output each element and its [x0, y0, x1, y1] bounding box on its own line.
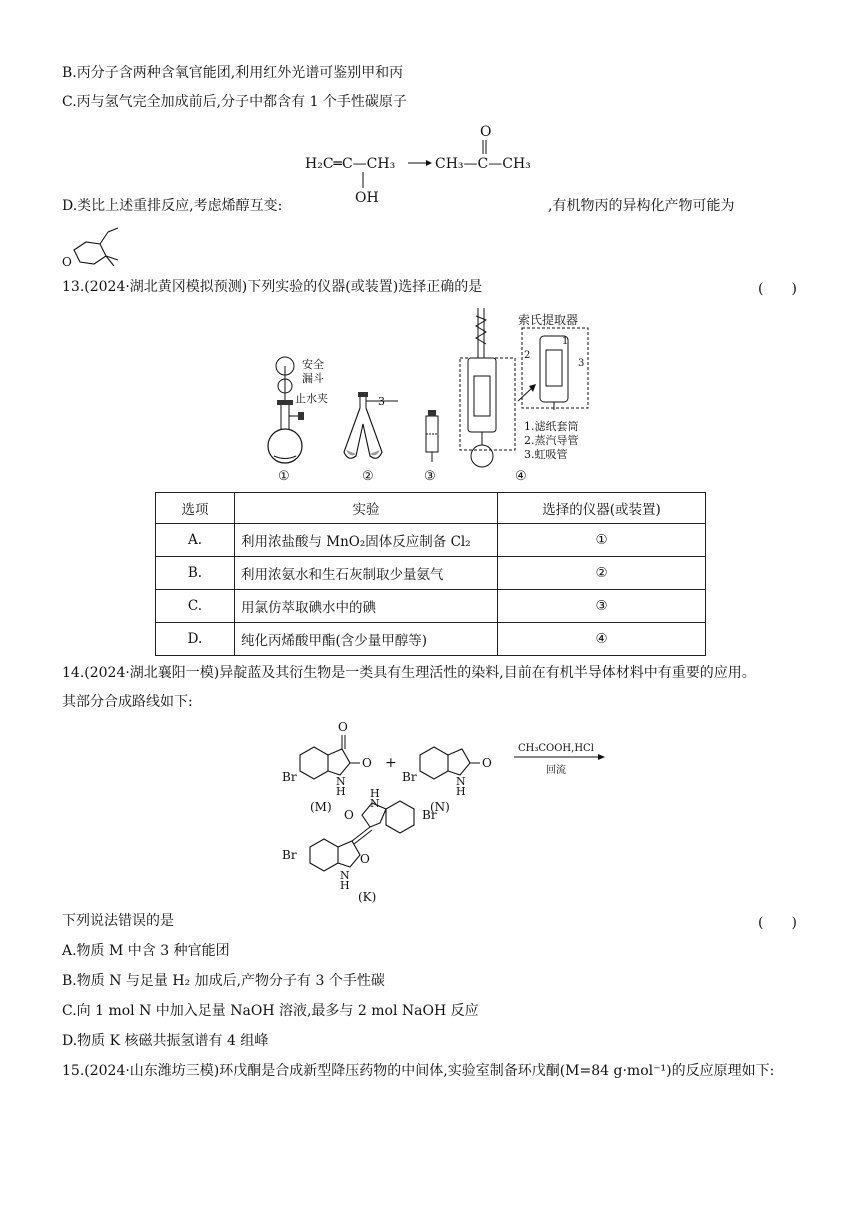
device-cell: ① — [498, 524, 706, 557]
table-row — [156, 623, 706, 656]
svg-text:N: N — [340, 869, 350, 882]
option-cell: B. — [156, 557, 235, 590]
svg-text:1.滤纸套筒: 1.滤纸套筒 — [524, 420, 579, 433]
q12-option-b: B.丙分子含两种含氧官能团,利用红外光谱可鉴别甲和丙 — [62, 65, 404, 81]
molecule-n — [402, 747, 492, 814]
q12-option-d-prefix: D.类比上述重排反应,考虑烯醇互变: — [62, 198, 283, 214]
table-row — [156, 524, 706, 557]
device-cell: ③ — [498, 590, 706, 623]
apparatus-label-2: ② — [362, 469, 374, 484]
device-cell: ④ — [498, 623, 706, 656]
experiment-cell: 纯化丙烯酸甲酯(含少量甲醇等) — [235, 623, 498, 656]
header-option: 选项 — [156, 493, 235, 524]
svg-text:H₂C═C—CH₃: H₂C═C—CH₃ — [305, 156, 396, 172]
synthesis-scheme — [280, 715, 620, 905]
apparatus-label-1: ① — [278, 469, 290, 484]
option-cell: A. — [156, 524, 235, 557]
apparatus-3-dropping-tube — [426, 410, 438, 462]
q12-option-c: C.丙与氢气完全加成前后,分子中都含有 1 个手性碳原子 — [62, 94, 407, 110]
experiment-cell: 利用浓盐酸与 MnO₂固体反应制备 Cl₂ — [235, 524, 498, 557]
svg-text:3: 3 — [578, 358, 585, 369]
svg-text:O: O — [480, 124, 492, 140]
apparatus-2-y-tube — [344, 392, 398, 458]
q14-option-a: A.物质 M 中含 3 种官能团 — [62, 943, 230, 959]
svg-text:2.蒸汽导管: 2.蒸汽导管 — [524, 434, 579, 447]
svg-text:CH₃—C—CH₃: CH₃—C—CH₃ — [435, 156, 531, 172]
q12-option-d-suffix: ,有机物丙的异构化产物可能为 — [548, 198, 735, 214]
svg-text:Br: Br — [422, 808, 437, 822]
q15-stem: 15.(2024·山东潍坊三模)环戊酮是合成新型降压药物的中间体,实验室制备环戊酮(M=84 g·mol⁻¹)的反应原理如下: — [62, 1063, 775, 1079]
experiment-cell: 用氯仿萃取碘水中的碘 — [235, 590, 498, 623]
header-device: 选择的仪器(或装置) — [498, 493, 706, 524]
molecule-m — [282, 720, 372, 814]
svg-text:Br: Br — [402, 770, 417, 784]
svg-text:3: 3 — [378, 395, 385, 408]
svg-text:(M): (M) — [310, 800, 332, 814]
plus-sign: + — [385, 755, 397, 771]
reagent-label: CH₃COOH,HCl — [518, 743, 594, 754]
svg-text:O: O — [482, 756, 492, 770]
q14-answer-bracket: ( ) — [758, 915, 797, 931]
apparatus-1-flask — [268, 357, 328, 463]
q13-stem: 13.(2024·湖北黄冈模拟预测)下列实验的仪器(或装置)选择正确的是 — [62, 279, 483, 295]
q14-option-b: B.物质 N 与足量 H₂ 加成后,产物分子有 3 个手性碳 — [62, 973, 385, 989]
cyclohexanone-structure — [60, 222, 150, 268]
svg-text:N: N — [456, 775, 466, 788]
enol-keto-equation — [300, 122, 550, 212]
svg-text:N: N — [370, 797, 380, 810]
svg-text:(N): (N) — [430, 800, 450, 814]
table-row — [156, 590, 706, 623]
apparatus-figure — [260, 306, 605, 486]
condition-label: 回流 — [546, 765, 566, 776]
option-cell: C. — [156, 590, 235, 623]
svg-text:OH: OH — [355, 190, 379, 206]
q14-question: 下列说法错误的是 — [62, 913, 174, 929]
svg-text:O: O — [360, 852, 370, 866]
svg-text:O: O — [62, 255, 72, 269]
svg-text:N: N — [336, 775, 346, 788]
q13-options-table — [155, 492, 706, 656]
svg-text:止水夹: 止水夹 — [295, 392, 328, 405]
q13-answer-bracket: ( ) — [758, 281, 797, 297]
table-row — [156, 557, 706, 590]
molecule-k — [282, 787, 437, 904]
svg-text:安全: 安全 — [302, 358, 324, 371]
apparatus-label-3: ③ — [424, 469, 436, 484]
experiment-cell: 利用浓氨水和生石灰制取少量氨气 — [235, 557, 498, 590]
svg-text:H: H — [336, 785, 346, 798]
q14-stem-line1: 14.(2024·湖北襄阳一模)异靛蓝及其衍生物是一类具有生理活性的染料,目前在有机半导体材料中有重要的应用。 — [62, 665, 756, 681]
svg-text:O: O — [344, 808, 354, 822]
svg-text:O: O — [362, 756, 372, 770]
header-experiment: 实验 — [235, 493, 498, 524]
svg-text:漏斗: 漏斗 — [302, 372, 324, 385]
q14-option-d: D.物质 K 核磁共振氢谱有 4 组峰 — [62, 1033, 269, 1049]
svg-text:3.虹吸管: 3.虹吸管 — [524, 448, 568, 461]
apparatus-label-4: ④ — [515, 469, 527, 484]
svg-text:H: H — [340, 879, 350, 892]
svg-text:(K): (K) — [358, 890, 377, 904]
svg-text:Br: Br — [282, 848, 297, 862]
option-cell: D. — [156, 623, 235, 656]
device-cell: ② — [498, 557, 706, 590]
q14-stem-line2: 其部分合成路线如下: — [62, 694, 193, 710]
svg-text:索氏提取器: 索氏提取器 — [518, 313, 579, 327]
svg-text:Br: Br — [282, 770, 297, 784]
svg-text:1: 1 — [562, 336, 569, 347]
svg-text:H: H — [370, 787, 380, 800]
svg-text:O: O — [338, 720, 348, 734]
svg-text:2: 2 — [524, 350, 531, 361]
table-header-row — [156, 493, 706, 524]
svg-text:H: H — [456, 785, 466, 798]
q14-option-c: C.向 1 mol N 中加入足量 NaOH 溶液,最多与 2 mol NaOH 反应 — [62, 1003, 479, 1019]
apparatus-4-soxhlet — [460, 308, 588, 467]
